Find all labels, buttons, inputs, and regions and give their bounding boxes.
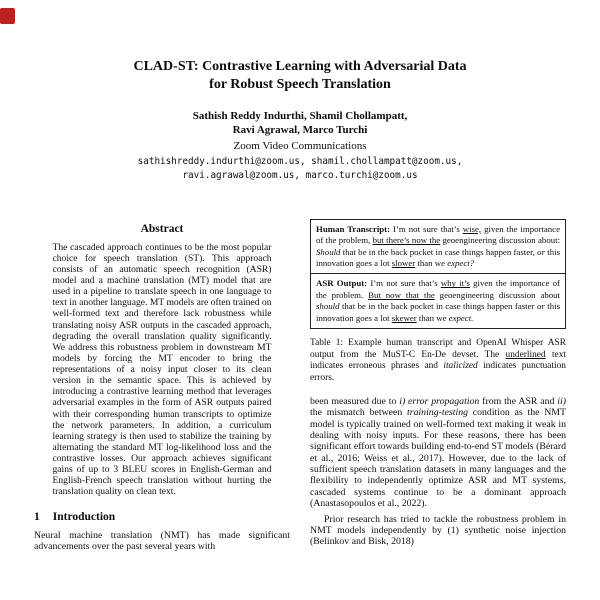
paper-title (0, 58, 600, 94)
authors-line-1: Sathish Reddy Indurthi, Shamil Chollampatt, (192, 109, 408, 122)
abstract-text: The cascaded approach continues to be the most popular choice for speech translation (ST). This approach consists of an automatic speech recognition (ASR) model and a machine translation (MT) model that are used in a pipeline to translate speech in one language to text in another language. MT models are often trained on well-formed text and therefore lack robustness while translating noisy ASR outputs in the cascaded approach, degrading the overall translation quality significantly. We address this robustness problem in downstream MT models by forcing the MT encoder to bring the representations of a noisy input closer to its clean version in the semantic space. This is achieved by introducing a contrastive learning method that leverages adversarial examples in the form of ASR outputs paired with their corresponding human transcripts to optimize the network parameters. In addition, a curriculum learning strategy is then used to stabilize the training by alternating the standard MT log-likelihood loss and the contrastive losses. Our approach achieves significant gains of up to 3 BLEU scores in English-German and English-French speech translation without hurting the translation quality on clean text. (52, 241, 272, 498)
section-heading-introduction (34, 511, 290, 523)
two-column-body (0, 219, 600, 553)
left-column (34, 219, 290, 553)
table-1-example-box (310, 219, 566, 329)
section-number: 1 (34, 510, 40, 523)
paper-title-line-1: CLAD-ST: Contrastive Learning with Adversarial Data (133, 59, 467, 74)
emails-line-1: sathishreddy.indurthi@zoom.us, shamil.chollampatt@zoom.us, (137, 155, 463, 167)
introduction-paragraph: Neural machine translation (NMT) has made significant advancements over the past several years with (34, 529, 290, 552)
table-1-caption: Table 1: Example human transcript and OpenAI Whisper ASR output from the MuST-C En-De devset. The underlined text indicates erroneous phrases and italicized indicates punctuation errors. (310, 338, 567, 383)
human-transcript-cell: Human Transcript: I’m not sure that’s wise, given the importance of the problem, but there’s now the geoengineering discussion about: Should that be in the back pocket in case things happen faster, or this innovation goes a lot slower than we expect? (311, 220, 565, 275)
authors (0, 109, 600, 138)
paper-header (0, 0, 600, 183)
abstract-heading: Abstract (140, 222, 184, 235)
asr-output-cell: ASR Output: I’m not sure that’s why it’s given the importance of the problem. But now that the geoengineering discussion about should that be in the back pocket in case things happen faster or this innovation goes a lot skewer than we expect. (316, 278, 561, 323)
paper-title-line-2: for Robust Speech Translation (209, 76, 391, 92)
section-title: Introduction (52, 510, 116, 523)
right-column (310, 219, 566, 553)
author-emails (0, 155, 600, 183)
affiliation: Zoom Video Communications (233, 139, 367, 152)
body-paragraph-1: been measured due to i) error propagation from the ASR and ii) the mismatch between training-testing condition as the NMT model is typically trained on well-formed text making it weak in dealing with noisy inputs. For these reasons, there has been significant effort towards building end-to-end ST models (Bérard et al., 2016; Weiss et al., 2017). However, due to the lack of sufficient speech translation datasets in many languages and the flexibility to independently optimize ASR and MT systems, cascaded systems continue to be a dominant approach (Anastasopoulos et al., 2022). (310, 395, 566, 510)
emails-line-2: ravi.agrawal@zoom.us, marco.turchi@zoom.us (182, 169, 418, 181)
red-square-logo-icon (0, 8, 15, 24)
body-paragraph-2: Prior research has tried to tackle the robustness problem in NMT models independently by (1) synthetic noise injection (Belinkov and Bisk, 2018) (310, 513, 566, 548)
authors-line-2: Ravi Agrawal, Marco Turchi (232, 124, 368, 137)
